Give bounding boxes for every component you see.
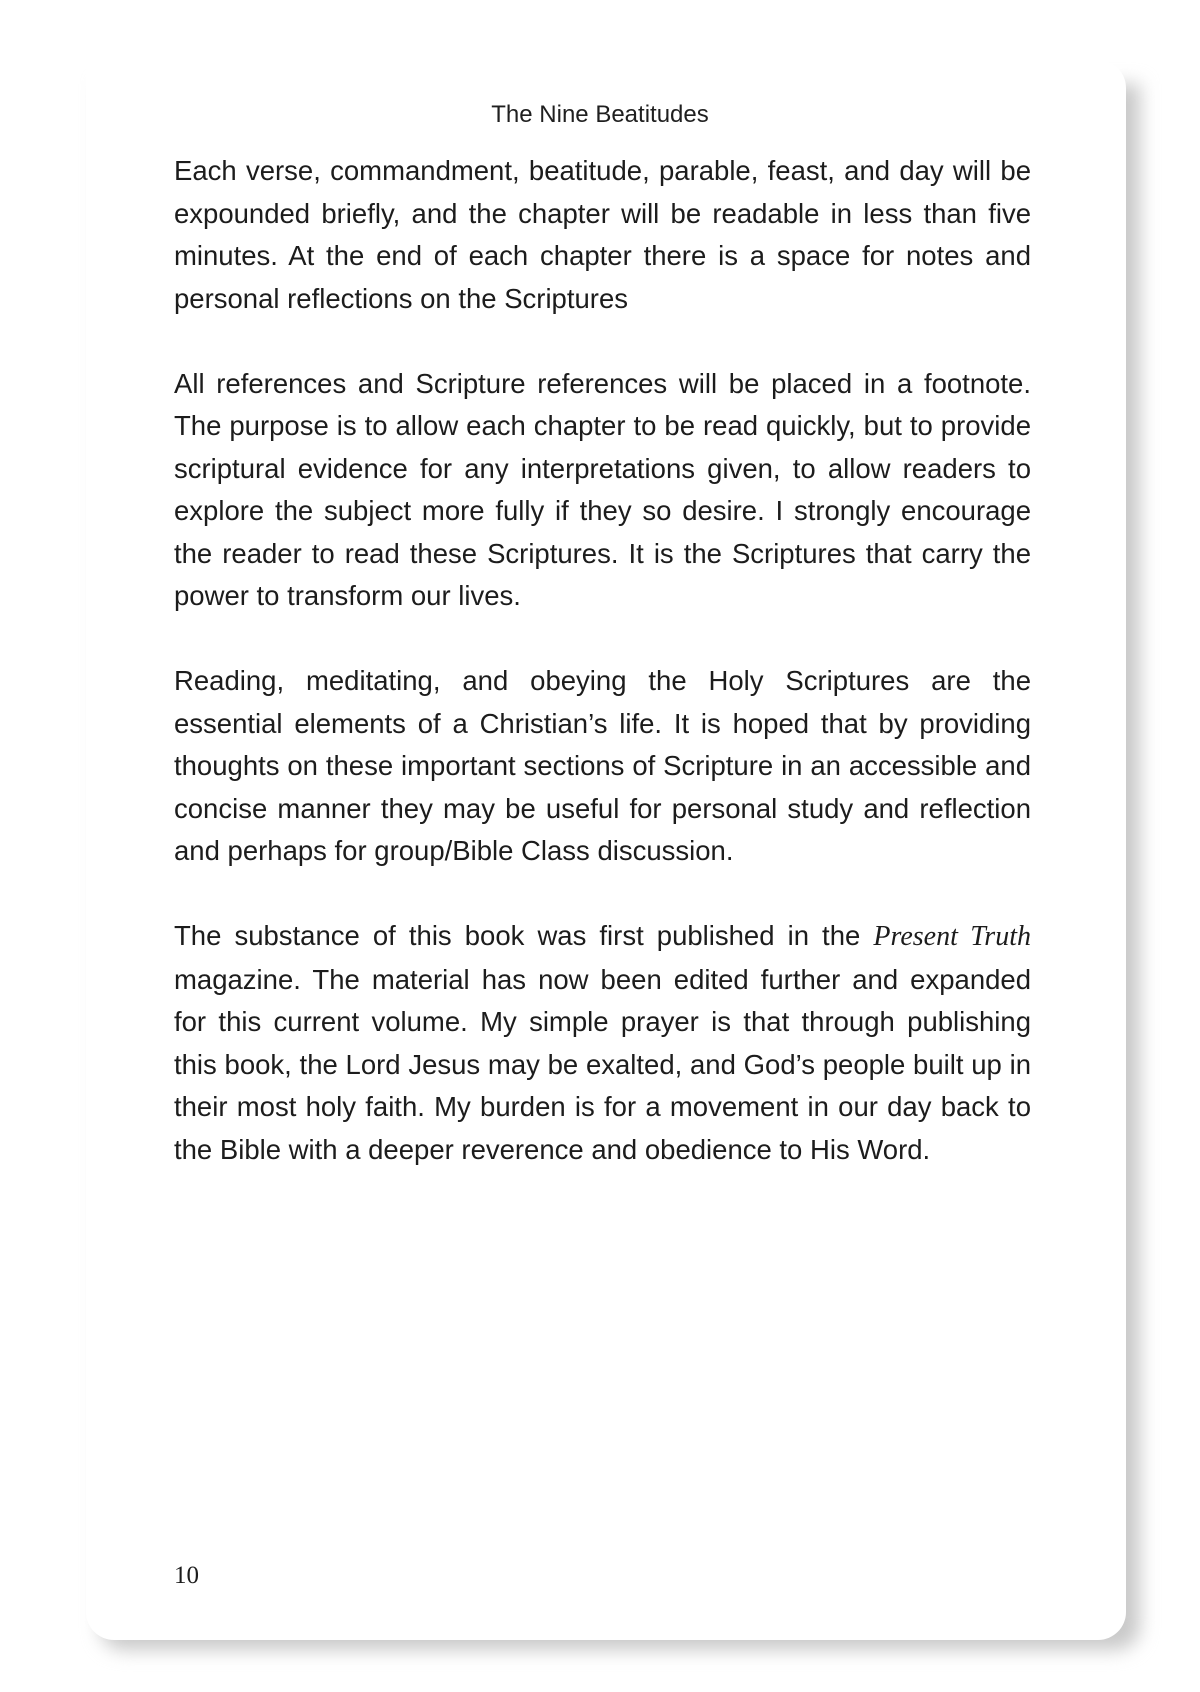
paragraph-publication-history xyxy=(174,915,1031,1171)
page-number: 10 xyxy=(174,1562,199,1589)
body-text xyxy=(174,150,1031,1171)
paragraph-chapter-format: Each verse, commandment, beatitude, parable, feast, and day will be expounded briefly, and the chapter will be readable in less than five minutes. At the end of each chapter there is a space for notes and personal reflections on the Scriptures xyxy=(174,155,1031,314)
paragraph-references: All references and Scripture references will be placed in a footnote. The purpose is to allow each chapter to be read quickly, but to provide scriptural evidence for any interpretations given, to allow readers to explore the subject more fully if they so desire. I strongly encourage the reader to read these Scriptures. It is the Scriptures that carry the power to transform our lives. xyxy=(174,367,1031,611)
running-head: The Nine Beatitudes xyxy=(491,101,709,128)
magazine-title: Present Truth xyxy=(873,921,1031,952)
paragraph-reading-scriptures: Reading, meditating, and obeying the Holy Scriptures are the essential elements of a Christian’s life. It is hoped that by providing thoughts on these important sections of Scripture in an accessible and concise manner they may be useful for personal study and reflection and perhaps for group/Bible Class discussion. xyxy=(174,665,1031,866)
publication-text-end: magazine. The material has now been edited further and expanded for this current volume. My simple prayer is that through publishing this book, the Lord Jesus may be exalted, and God’s people built up in their most holy faith. My burden is for a movement in our day back to the Bible with a deeper reverence and obedience to His Word. xyxy=(174,963,1031,1165)
publication-text-start: The substance of this book was first published in the xyxy=(174,920,874,951)
